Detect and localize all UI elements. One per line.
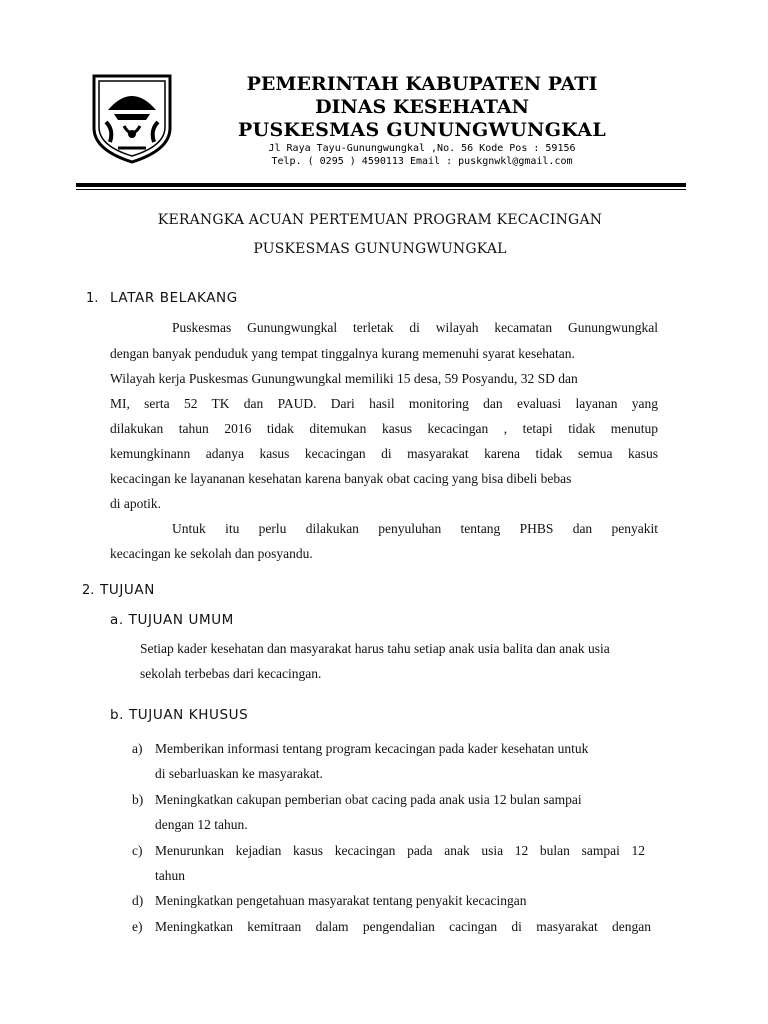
list-item: dengan 12 tahun.: [155, 817, 248, 832]
paragraph-line: Setiap kader kesehatan dan masyarakat harus tahu setiap anak usia balita dan anak usia: [140, 641, 610, 656]
letterhead-divider-thick: [76, 183, 686, 187]
list-item: Memberikan informasi tentang program kecacingan pada kader kesehatan untuk: [155, 741, 589, 756]
letterhead-department: DINAS KESEHATAN: [315, 96, 529, 118]
paragraph-line: kecacingan ke layananan kesehatan karena banyak obat cacing yang bisa dibeli bebas: [110, 471, 572, 486]
document-title: KERANGKA ACUAN PERTEMUAN PROGRAM KECACINGAN: [157, 212, 603, 228]
letterhead-address: Jl Raya Tayu-Gunungwungkal ,No. 56 Kode Pos : 59156: [268, 143, 576, 154]
list-marker: e): [132, 919, 143, 934]
list-marker: b): [132, 792, 144, 807]
paragraph-line: Untuk itu perlu dilakukan penyuluhan tentang PHBS dan penyakit: [172, 521, 658, 536]
paragraph-line: sekolah terbebas dari kecacingan.: [140, 666, 322, 681]
list-marker: a): [132, 741, 143, 756]
list-item: Meningkatkan kemitraan dalam pengendalian cacingan di masyarakat dengan: [155, 919, 651, 934]
letterhead-institution: PUSKESMAS GUNUNGWUNGKAL: [238, 119, 606, 141]
list-marker: c): [132, 843, 143, 858]
list-item: Meningkatkan pengetahuan masyarakat tentang penyakit kecacingan: [155, 893, 527, 908]
list-item: di sebarluaskan ke masyarakat.: [155, 766, 323, 781]
subsection-heading-umum: a. TUJUAN UMUM: [110, 612, 234, 628]
paragraph-line: di apotik.: [110, 496, 161, 511]
subsection-heading-khusus: b. TUJUAN KHUSUS: [110, 707, 249, 723]
letterhead-government: PEMERINTAH KABUPATEN PATI: [246, 73, 598, 95]
paragraph-line: dilakukan tahun 2016 tidak ditemukan kasus kecacingan , tetapi tidak menutup: [110, 421, 658, 436]
regency-crest-icon: [84, 70, 180, 166]
list-item: Menurunkan kejadian kasus kecacingan pada anak usia 12 bulan sampai 12: [155, 843, 645, 858]
section-heading: LATAR BELAKANG: [110, 290, 238, 306]
list-item: tahun: [155, 868, 185, 883]
paragraph-line: kemungkinann adanya kasus kecacingan di masyarakat karena tidak semua kasus: [110, 446, 658, 461]
paragraph-line: Puskesmas Gunungwungkal terletak di wilayah kecamatan Gunungwungkal: [172, 320, 658, 335]
section-number: 2.: [82, 583, 95, 598]
letterhead-divider-thin: [76, 189, 686, 190]
list-item: Meningkatkan cakupan pemberian obat cacing pada anak usia 12 bulan sampai: [155, 792, 582, 807]
paragraph-line: dengan banyak penduduk yang tempat tinggalnya kurang memenuhi syarat kesehatan.: [110, 346, 575, 361]
document-subtitle: PUSKESMAS GUNUNGWUNGKAL: [253, 241, 507, 257]
paragraph-line: kecacingan ke sekolah dan posyandu.: [110, 546, 313, 561]
section-number: 1.: [86, 291, 99, 306]
paragraph-line: Wilayah kerja Puskesmas Gunungwungkal memiliki 15 desa, 59 Posyandu, 32 SD dan: [110, 371, 578, 386]
list-marker: d): [132, 893, 144, 908]
letterhead-contact: Telp. ( 0295 ) 4590113 Email : puskgnwkl@gmail.com: [271, 156, 573, 167]
section-heading: TUJUAN: [100, 582, 155, 598]
paragraph-line: MI, serta 52 TK dan PAUD. Dari hasil monitoring dan evaluasi layanan yang: [110, 396, 658, 411]
